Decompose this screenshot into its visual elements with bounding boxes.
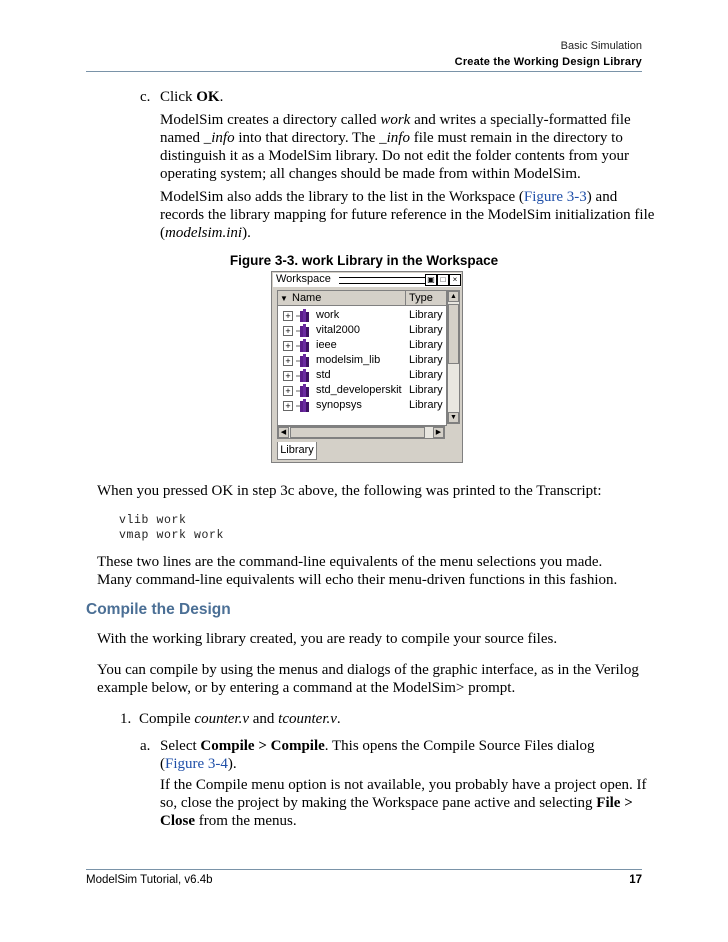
- paragraph-project-open: If the Compile menu option is not available, you probably have a project open. If so, close the project by making the Workspace pane active and selecting File > Close from the menus.: [160, 777, 647, 829]
- header-rule: [86, 71, 642, 72]
- hscroll-thumb[interactable]: [290, 427, 425, 438]
- expand-icon[interactable]: +: [283, 341, 293, 351]
- workspace-title: Workspace: [276, 273, 331, 285]
- expand-icon[interactable]: +: [283, 386, 293, 396]
- expand-icon[interactable]: +: [283, 371, 293, 381]
- transcript-intro: When you pressed OK in step 3c above, the following was printed to the Transcript:: [97, 483, 602, 499]
- header-section: Create the Working Design Library: [454, 56, 642, 68]
- step-c-text: Click OK.: [160, 89, 224, 105]
- sort-arrow-icon: ▼: [280, 294, 288, 303]
- library-icon: [296, 369, 310, 382]
- column-header-type[interactable]: Type: [406, 291, 446, 306]
- expand-icon[interactable]: +: [283, 311, 293, 321]
- code-line: vmap work work: [119, 529, 225, 542]
- library-row[interactable]: + std Library: [278, 368, 446, 383]
- scroll-up-icon[interactable]: ▲: [448, 291, 459, 302]
- scroll-down-icon[interactable]: ▼: [448, 412, 459, 423]
- step-1-marker: 1.: [120, 711, 132, 727]
- maximize-icon[interactable]: □: [437, 274, 449, 286]
- footer-rule: [86, 869, 642, 870]
- expand-icon[interactable]: +: [283, 401, 293, 411]
- figure-caption: Figure 3-3. work Library in the Workspace: [229, 253, 499, 268]
- paragraph-info: ModelSim creates a directory called work and writes a specially-formatted file named _info into that directory. The _info file must remain in the directory to distinguish it as a ModelSim library. Do not edit the folder contents from your operating system; all changes should be made from within ModelSim.: [160, 112, 631, 182]
- paragraph-compile: You can compile by using the menus and dialogs of the graphic interface, as in the Verilog example below, or by entering a command at the ModelSim> prompt.: [97, 662, 639, 696]
- code-line: vlib work: [119, 514, 187, 527]
- library-icon: [296, 309, 310, 322]
- column-header-name[interactable]: ▼ Name: [278, 291, 406, 306]
- footer-title: ModelSim Tutorial, v6.4b: [86, 874, 213, 886]
- tab-library[interactable]: Library: [277, 442, 317, 460]
- library-row[interactable]: + modelsim_lib Library: [278, 353, 446, 368]
- scroll-left-icon[interactable]: ◀: [278, 427, 289, 438]
- expand-icon[interactable]: +: [283, 356, 293, 366]
- page-number: 17: [629, 874, 642, 886]
- library-row[interactable]: + synopsys Library: [278, 398, 446, 413]
- section-heading: Compile the Design: [86, 601, 231, 618]
- scroll-right-icon[interactable]: ▶: [433, 427, 444, 438]
- library-row[interactable]: + ieee Library: [278, 338, 446, 353]
- library-icon: [296, 384, 310, 397]
- scroll-thumb[interactable]: [448, 304, 459, 364]
- workspace-window: [271, 271, 463, 463]
- paragraph-equivalents: These two lines are the command-line equivalents of the menu selections you made. Many command-line equivalents will echo their menu-driven functions in this fashion.: [97, 554, 618, 588]
- close-icon[interactable]: ×: [449, 274, 461, 286]
- figure-3-4-link[interactable]: Figure 3-4: [165, 756, 228, 772]
- dock-icon[interactable]: ▣: [425, 274, 437, 286]
- library-row[interactable]: + vital2000 Library: [278, 323, 446, 338]
- library-icon: [296, 324, 310, 337]
- paragraph-ready: With the working library created, you are ready to compile your source files.: [97, 631, 558, 647]
- paragraph-library-mapping: ModelSim also adds the library to the list in the Workspace (Figure 3-3) and records the library mapping for future reference in the ModelSim initialization file (modelsim.ini).: [160, 189, 655, 241]
- library-icon: [296, 399, 310, 412]
- library-list: [277, 290, 447, 426]
- library-row[interactable]: + std_developerskit Library: [278, 383, 446, 398]
- vertical-scrollbar[interactable]: [447, 290, 460, 424]
- header-chapter: Basic Simulation: [560, 40, 642, 52]
- horizontal-scrollbar[interactable]: [277, 426, 445, 439]
- titlebar-grip: [339, 277, 425, 284]
- workspace-titlebar: [273, 273, 461, 287]
- step-1-text: Compile counter.v and tcounter.v.: [139, 711, 341, 727]
- expand-icon[interactable]: +: [283, 326, 293, 336]
- figure-3-3-link[interactable]: Figure 3-3: [523, 189, 587, 205]
- library-row[interactable]: + work Library: [278, 308, 446, 323]
- library-icon: [296, 354, 310, 367]
- library-icon: [296, 339, 310, 352]
- step-a-marker: a.: [140, 738, 151, 754]
- step-a-text: Select Compile > Compile. This opens the Compile Source Files dialog (Figure 3-4).: [160, 738, 595, 772]
- step-c-marker: c.: [140, 89, 151, 105]
